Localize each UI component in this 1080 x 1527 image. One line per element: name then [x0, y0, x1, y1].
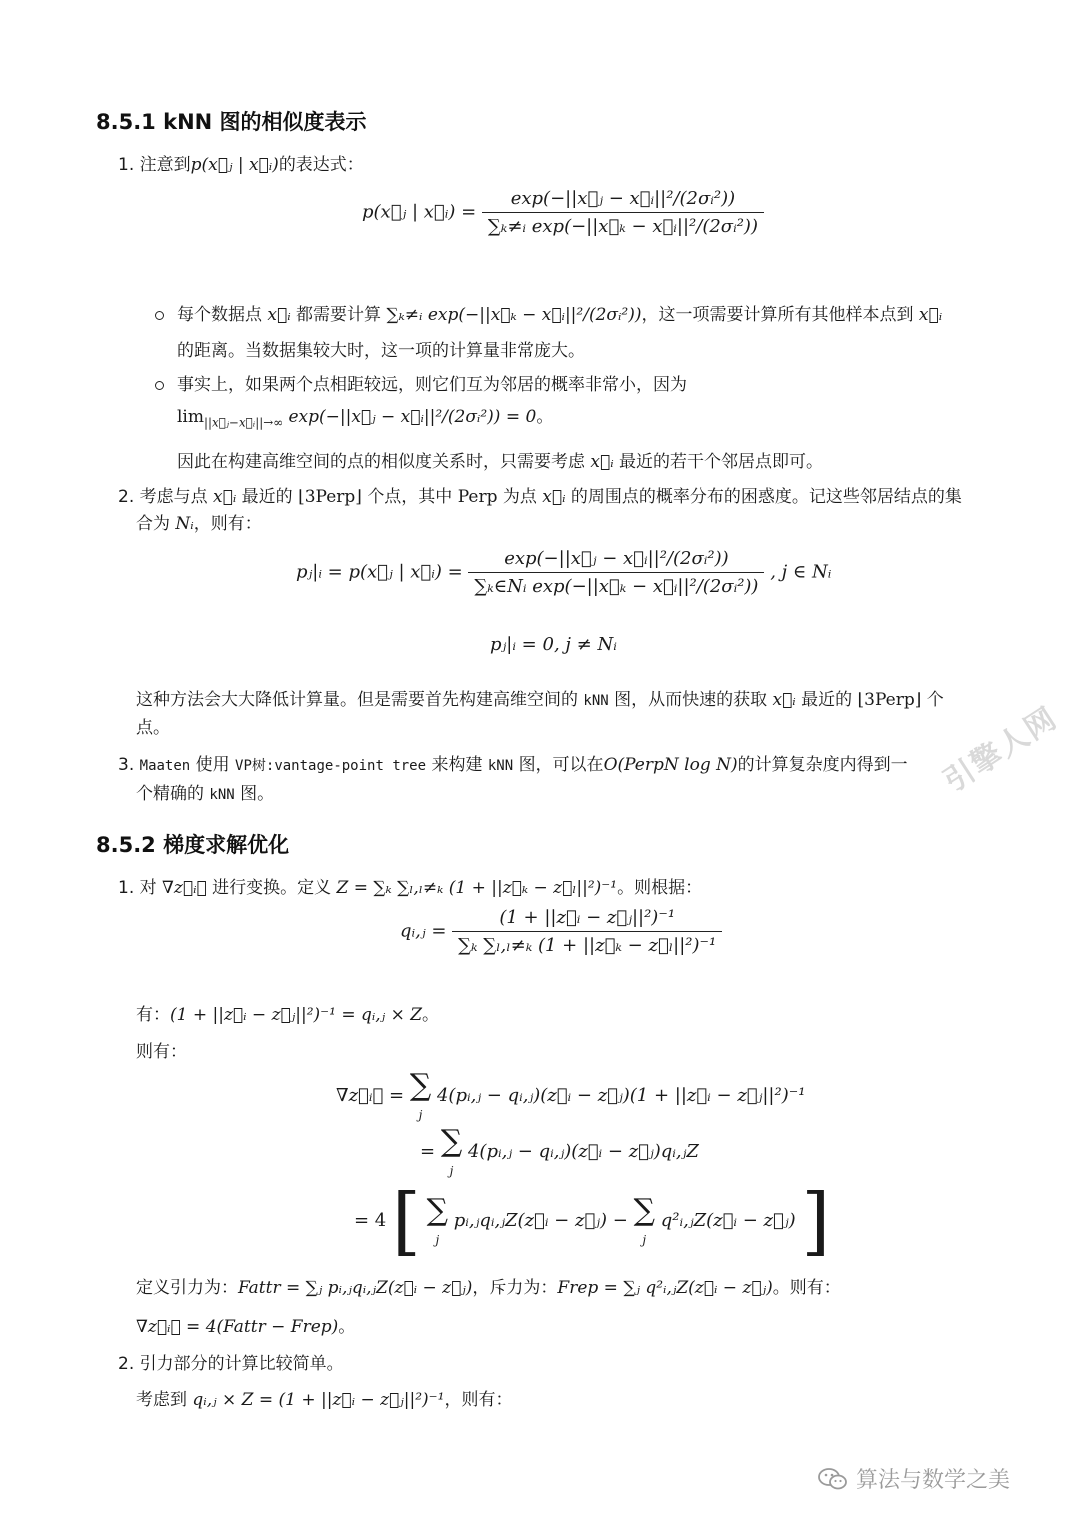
math-inline: Z = ∑ₖ ∑ₗ,ₗ≠ₖ (1 + ||z⃗ₖ − z⃗ₗ||²)⁻¹: [336, 878, 618, 898]
eq3-numerator: (1 + ||z⃗ᵢ − z⃗ⱼ||²)⁻¹: [499, 907, 676, 928]
eq2-denominator: ∑ₖ∈Nᵢ exp(−||x⃗ₖ − x⃗ᵢ||²/(2σᵢ²)): [468, 572, 764, 597]
def-line2: [136, 1315, 355, 1339]
watermark: 引擎人网: [937, 700, 1065, 800]
g3-term-b: q²ᵢ,ⱼZ(z⃗ᵢ − z⃗ⱼ): [660, 1210, 796, 1231]
text: 引力部分的计算比较简单。: [139, 1354, 344, 1374]
brand-footer: [818, 1463, 1010, 1494]
code-inline: VP树:vantage-point tree: [235, 758, 427, 774]
wechat-icon: [818, 1467, 848, 1491]
eq2-condition: , j ∈ Nᵢ: [770, 561, 832, 583]
text: 图，从而快速的获取: [614, 690, 768, 710]
math-inline: Fattr = ∑ⱼ pᵢ,ⱼqᵢ,ⱼZ(z⃗ᵢ − z⃗ⱼ): [238, 1278, 473, 1298]
sum-operator: ∑ j: [426, 1193, 449, 1247]
equation-1: [362, 188, 764, 237]
text: 都需要计算: [296, 305, 382, 325]
item-number: 1.: [118, 878, 135, 898]
text: 合为: [136, 514, 170, 534]
g1-rhs: 4(pᵢ,ⱼ − qᵢ,ⱼ)(z⃗ᵢ − z⃗ⱼ)(1 + ||z⃗ᵢ − z⃗ⱼ||²)⁻¹: [436, 1085, 806, 1106]
text: 进行变换。定义: [212, 878, 332, 898]
text: 。则有：: [772, 1278, 841, 1298]
text: 最近的若干个邻居点即可。: [619, 452, 824, 472]
bullet1-line1: [177, 303, 942, 327]
math-inline: ∑ₖ≠ᵢ exp(−||x⃗ₖ − x⃗ᵢ||²/(2σᵢ²)): [386, 305, 642, 325]
math-lim: lim: [177, 407, 204, 427]
text: 使用: [195, 755, 230, 775]
text: 。: [338, 1317, 356, 1337]
gradient-eq-line1: [336, 1068, 805, 1124]
g2-lhs: =: [420, 1141, 436, 1162]
math-inline: x⃗ᵢ: [918, 305, 943, 325]
math-inline: qᵢ,ⱼ × Z = (1 + ||z⃗ᵢ − z⃗ⱼ||²)⁻¹: [192, 1390, 445, 1410]
text: 图。: [240, 784, 275, 804]
text: ，这一项需要计算所有其他样本点到: [641, 305, 914, 325]
math-inline: x⃗ᵢ: [213, 487, 237, 507]
text: 考虑与点: [139, 487, 208, 507]
eq1-fraction: [482, 188, 764, 237]
sum-operator: ∑ j: [633, 1193, 655, 1247]
text: 的表达式：: [278, 155, 364, 175]
text: 对: [139, 878, 157, 898]
text: 有：: [136, 1005, 170, 1025]
have-line: [136, 1003, 439, 1027]
math-inline: Nᵢ: [175, 514, 194, 534]
g1-lhs: ∇z⃗ᵢ𝓛 =: [336, 1085, 405, 1106]
text: 注意到: [139, 155, 191, 175]
g3-lhs: = 4: [354, 1210, 387, 1231]
math-inline: x⃗ᵢ: [590, 452, 614, 472]
math-inline: ∇z⃗ᵢ𝓛 = 4(Fattr − Frep): [136, 1317, 339, 1337]
bullet2-line1: 事实上，如果两个点相距较远，则它们互为邻居的概率非常小，因为: [177, 375, 687, 395]
text: 因此在构建高维空间的点的相似度关系时，只需要考虑: [177, 452, 585, 472]
item-number: 3.: [118, 755, 135, 775]
text: 最近的: [241, 487, 293, 507]
eq2-lhs: pⱼ|ᵢ = p(x⃗ⱼ | x⃗ᵢ) =: [296, 561, 463, 583]
text: 。则根据：: [617, 878, 703, 898]
item2-line1: [118, 485, 962, 509]
g3-term-a: pᵢ,ⱼqᵢ,ⱼZ(z⃗ᵢ − z⃗ⱼ) −: [453, 1210, 628, 1231]
text: 。: [422, 1005, 440, 1025]
item2-line2: [136, 512, 262, 536]
item-number: 1.: [118, 155, 135, 175]
gradient-eq-line3: [354, 1178, 830, 1264]
item2-after-line2: 点。: [136, 718, 170, 738]
code-inline: kNN: [487, 758, 514, 774]
right-bracket: ]: [801, 1178, 831, 1264]
gradient-eq-line2: [420, 1124, 699, 1180]
sum-operator: ∑ j: [440, 1124, 463, 1178]
text: 定义引力为：: [136, 1278, 238, 1298]
text: 的计算复杂度内得到一: [737, 755, 908, 775]
item3-line2: [136, 782, 274, 807]
left-bracket: [: [392, 1178, 421, 1264]
text: ，斥力为：: [472, 1278, 558, 1298]
math-inline: x⃗ᵢ: [542, 487, 566, 507]
math-inline: Frep = ∑ⱼ q²ᵢ,ⱼZ(z⃗ᵢ − z⃗ⱼ): [557, 1278, 773, 1298]
text: 图，可以在: [518, 755, 604, 775]
sum-operator: ∑ j: [409, 1068, 432, 1122]
section-heading-852: 8.5.2 梯度求解优化: [96, 833, 290, 857]
text: ，则有：: [444, 1390, 513, 1410]
text: 的周围点的概率分布的困惑度。记这些邻居结点的集: [570, 487, 962, 507]
math-inline: ⌊3Perp⌋: [298, 487, 362, 507]
item3-line1: [118, 753, 908, 778]
equation-3: [400, 907, 722, 956]
def-line1: [136, 1276, 841, 1300]
eq2-numerator: exp(−||x⃗ⱼ − x⃗ᵢ||²/(2σᵢ²)): [504, 548, 729, 569]
eq1-lhs: p(x⃗ⱼ | x⃗ᵢ) =: [362, 201, 477, 223]
bullet2-line3: [177, 450, 823, 474]
math-inline: O(PerpN log N): [603, 755, 738, 775]
eq1-numerator: exp(−||x⃗ⱼ − x⃗ᵢ||²/(2σᵢ²)): [510, 188, 736, 209]
text: 。: [536, 407, 554, 427]
math-inline: (1 + ||z⃗ᵢ − z⃗ⱼ||²)⁻¹ = qᵢ,ⱼ × Z: [170, 1005, 423, 1025]
text: 个: [926, 690, 944, 710]
eq3-denominator: ∑ₖ ∑ₗ,ₗ≠ₖ (1 + ||z⃗ₖ − z⃗ₗ||²)⁻¹: [452, 931, 722, 956]
s2-item2-line2: [136, 1388, 512, 1412]
eq1-denominator: ∑ₖ≠ᵢ exp(−||x⃗ₖ − x⃗ᵢ||²/(2σᵢ²)): [482, 212, 764, 237]
math-inline: ∇z⃗ᵢ𝓛: [162, 878, 207, 898]
equation-2b: pⱼ|ᵢ = 0, j ≠ Nᵢ: [490, 634, 617, 655]
text: 个点，其中: [367, 487, 453, 507]
brand-name: 算法与数学之美: [856, 1468, 1011, 1493]
item2-after-line1: [136, 688, 944, 713]
then-line: 则有：: [136, 1042, 187, 1062]
text: 考虑到: [136, 1390, 187, 1410]
eq3-lhs: qᵢ,ⱼ =: [400, 920, 447, 942]
section-heading-851: 8.5.1 kNN 图的相似度表示: [96, 110, 367, 134]
text: 每个数据点: [177, 305, 262, 325]
text: 为点: [502, 487, 537, 507]
math-inline: x⃗ᵢ: [772, 690, 796, 710]
s2-item2-line1: [118, 1352, 344, 1376]
bullet-circle: [155, 381, 164, 390]
eq2-fraction: [468, 548, 764, 597]
math-inline: exp(−||x⃗ⱼ − x⃗ᵢ||²/(2σᵢ²)) = 0: [288, 407, 537, 427]
text: ，则有：: [193, 514, 262, 534]
math-lim-sub: ||x⃗ⱼ−x⃗ᵢ||→∞: [204, 415, 284, 430]
eq3-fraction: [452, 907, 722, 956]
math-inline: p(x⃗ⱼ | x⃗ᵢ): [190, 155, 279, 175]
math-inline: x⃗ᵢ: [267, 305, 291, 325]
math-inline: Perp: [457, 487, 498, 507]
bullet1-line2: 的距离。当数据集较大时，这一项的计算量非常庞大。: [177, 341, 585, 361]
math-inline: ⌊3Perp⌋: [857, 690, 922, 710]
text: 最近的: [801, 690, 853, 710]
text: 个精确的: [136, 784, 204, 804]
code-inline: kNN: [583, 693, 609, 709]
item1-line: [118, 153, 364, 177]
equation-2: [296, 548, 831, 597]
bullet-circle: [155, 311, 164, 320]
code-inline: kNN: [209, 787, 235, 803]
text: 这种方法会大大降低计算量。但是需要首先构建高维空间的: [136, 690, 578, 710]
text: 来构建: [431, 755, 483, 775]
g2-rhs: 4(pᵢ,ⱼ − qᵢ,ⱼ)(z⃗ᵢ − z⃗ⱼ)qᵢ,ⱼZ: [467, 1141, 699, 1162]
bullet2-line2: [177, 405, 553, 434]
item-number: 2.: [118, 1354, 135, 1374]
code-inline: Maaten: [139, 758, 191, 774]
s2-item1-line: [118, 876, 702, 900]
item-number: 2.: [118, 487, 135, 507]
